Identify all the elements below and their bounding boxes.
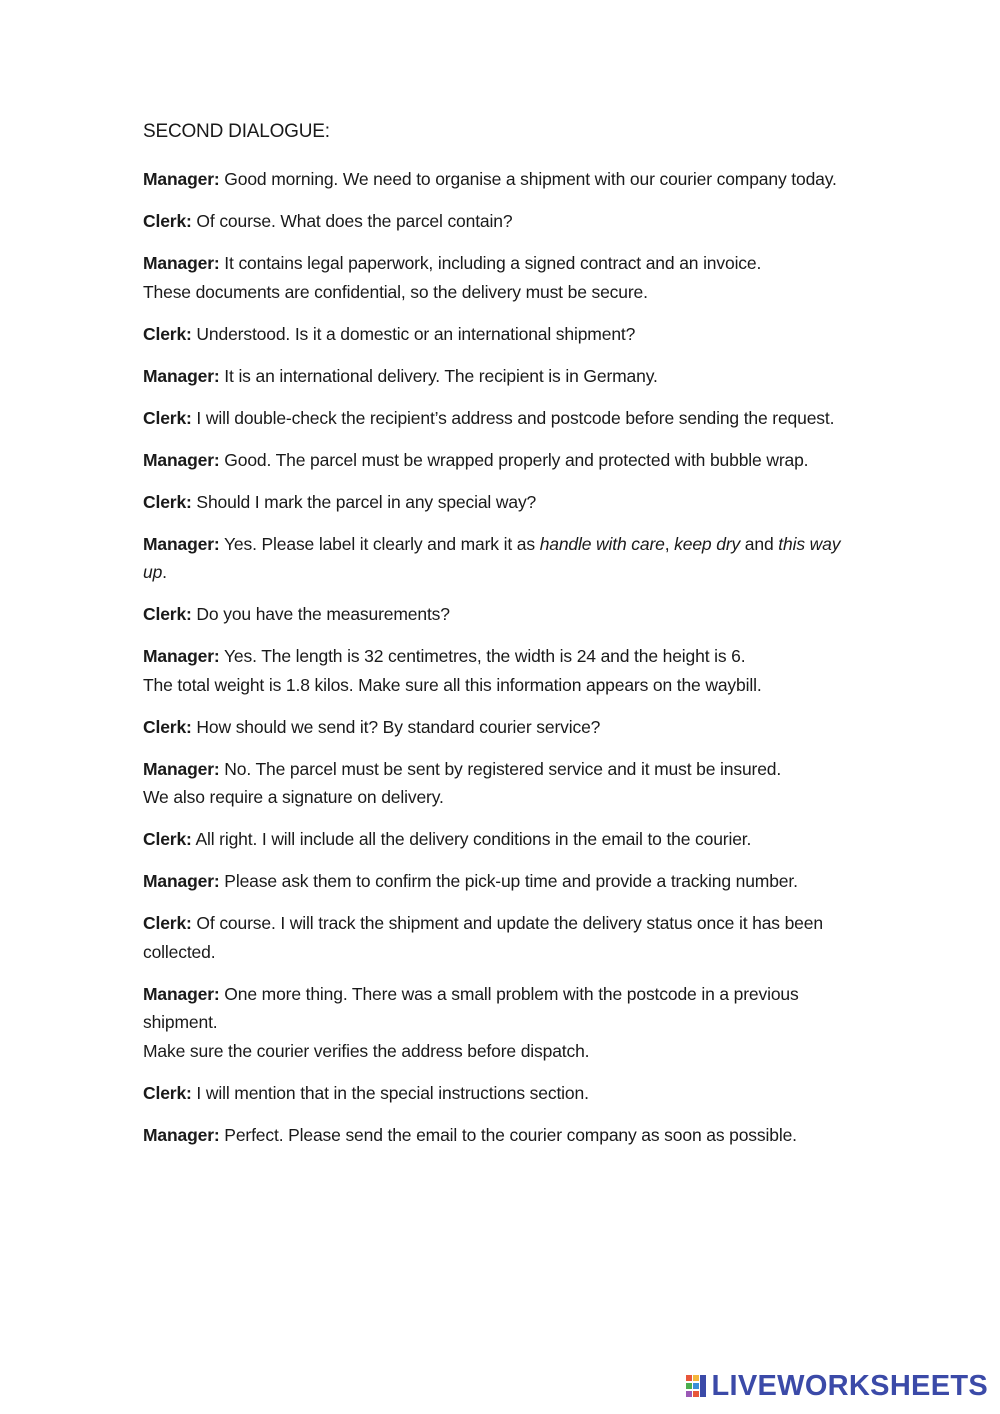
speaker-label: Manager: [143,983,220,1004]
dialogue-text: Of course. I will track the shipment and update the delivery status once it has been collected. [143,913,823,962]
dialogue-text: . [162,562,167,582]
dialogue-text: No. The parcel must be sent by registered service and it must be insured. [219,758,782,779]
speaker-label: Manager: [143,365,220,386]
speaker-label: Clerk: [143,211,192,231]
dialogue-text: Of course. What does the parcel contain? [191,211,513,231]
speaker-label: Manager: [143,533,220,554]
speaker-label: Manager: [143,169,220,189]
dialogue-text: One more thing. There was a small problem with the postcode in a previous shipment. [143,983,799,1032]
dialogue-text: Good morning. We need to organise a shipment with our courier company today. [219,169,837,189]
dialogue-text: How should we send it? By standard courier service? [191,716,601,737]
dialogue-line [143,404,863,433]
dialogue-line [143,867,863,896]
dialogue-line [143,980,863,1066]
dialogue-list [143,165,863,1149]
speaker-label: Manager: [143,449,220,470]
dialogue-line [143,713,863,742]
dialogue-line [143,642,863,699]
dialogue-text: , [664,533,675,554]
dialogue-text: Perfect. Please send the email to the courier company as soon as possible. [219,1124,797,1145]
dialogue-line [143,1079,863,1108]
speaker-label: Clerk: [143,407,192,428]
dialogue-text: Yes. Please label it clearly and mark it as [219,533,540,554]
dialogue-title: SECOND DIALOGUE: [143,121,330,142]
dialogue-line [143,755,863,812]
speaker-label: Clerk: [143,491,192,512]
dialogue-text: Good. The parcel must be wrapped properly and protected with bubble wrap. [219,449,809,470]
dialogue-text: It contains legal paperwork, including a signed contract and an invoice. [219,253,762,273]
emphasis-text: handle with care [539,533,665,554]
dialogue-line [143,488,863,517]
dialogue-line [143,207,863,236]
dialogue-line [143,825,863,854]
emphasis-text: this way up [143,533,841,582]
dialogue-text: Should I mark the parcel in any special way? [191,491,537,512]
dialogue-line [143,165,863,194]
speaker-label: Manager: [143,253,220,273]
logo-text: LIVEWORKSHEETS [711,1369,988,1402]
dialogue-text: Make sure the courier verifies the address before dispatch. [143,1040,590,1061]
dialogue-text: All right. I will include all the delivery conditions in the email to the courier. [191,829,752,849]
dialogue-text: We also require a signature on delivery. [143,787,444,807]
dialogue-text: Yes. The length is 32 centimetres, the width is 24 and the height is 6. [219,646,746,666]
dialogue-line [143,1121,863,1150]
speaker-label: Clerk: [143,604,192,624]
dialogue-line [143,249,863,306]
dialogue-text: Please ask them to confirm the pick-up time and provide a tracking number. [219,871,798,891]
speaker-label: Clerk: [143,716,192,737]
dialogue-line [143,446,863,475]
dialogue-line [143,530,863,587]
dialogue-text: I will mention that in the special instructions section. [191,1082,589,1103]
speaker-label: Manager: [143,646,220,666]
document-body [143,118,863,1163]
liveworksheets-logo [686,1368,989,1404]
dialogue-text: I will double-check the recipient’s address and postcode before sending the request. [191,407,835,428]
dialogue-text: and [740,533,779,554]
speaker-label: Manager: [143,758,220,779]
dialogue-line [143,600,863,629]
liveworksheets-logo-icon [686,1373,708,1399]
speaker-label: Manager: [143,871,220,891]
emphasis-text: keep dry [674,533,741,554]
speaker-label: Clerk: [143,829,192,849]
dialogue-text: Do you have the measurements? [191,604,450,624]
dialogue-text: The total weight is 1.8 kilos. Make sure all this information appears on the waybill. [143,674,762,695]
dialogue-line [143,909,863,966]
speaker-label: Clerk: [143,323,192,344]
dialogue-text: Understood. Is it a domestic or an international shipment? [191,323,636,344]
speaker-label: Manager: [143,1124,220,1145]
dialogue-line [143,320,863,349]
dialogue-text: It is an international delivery. The recipient is in Germany. [219,365,658,386]
dialogue-text: These documents are confidential, so the delivery must be secure. [143,281,648,302]
speaker-label: Clerk: [143,1082,192,1103]
dialogue-line [143,362,863,391]
speaker-label: Clerk: [143,913,192,933]
